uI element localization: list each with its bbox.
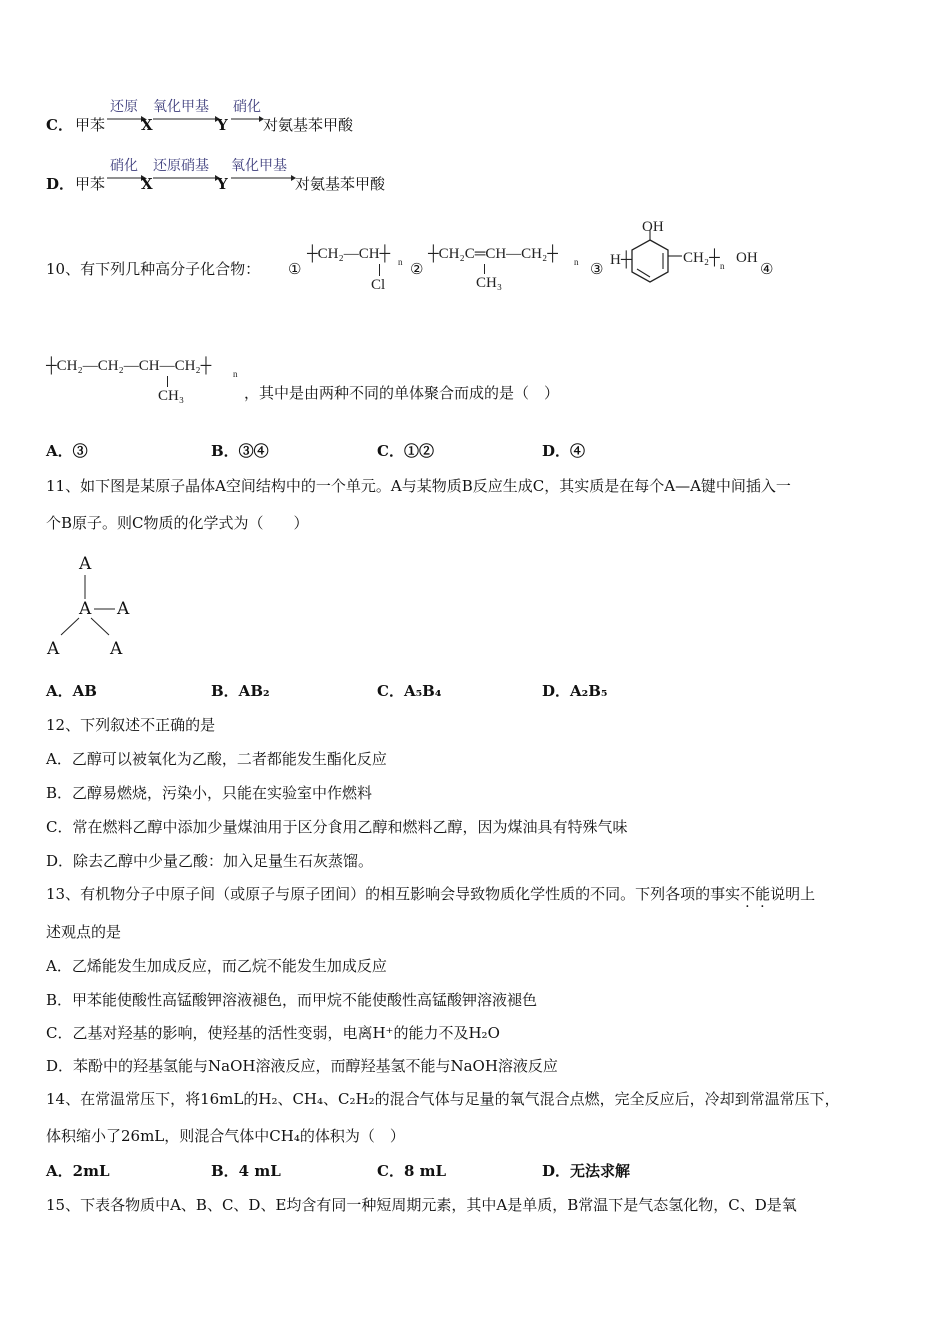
question-stem: [46, 884, 815, 904]
polymer-2: ┼CH₂C═CH—CH₂┼: [428, 246, 558, 262]
polymer-3-h: H┼: [610, 252, 632, 268]
reaction-arrows: [105, 171, 305, 185]
polymer-4-n: n: [233, 369, 238, 379]
option-a: A．乙醇可以被氧化为乙酸，二者都能发生酯化反应: [46, 750, 387, 768]
atom-a: A: [79, 599, 92, 619]
option-c: C．乙基对羟基的影响，使羟基的活性变弱，电离H⁺的能力不及H₂O: [46, 1024, 500, 1042]
intermediate-y: Y: [217, 175, 228, 193]
option-label: D．: [46, 175, 75, 193]
polymer-1-n: n: [398, 257, 403, 267]
question-stem: 个B原子。则C物质的化学式为（ ）: [46, 514, 309, 532]
option-b: B．乙醇易燃烧，污染小，只能在实验室中作燃料: [46, 784, 373, 802]
question-stem: 15、下表各物质中A、B、C、D、E均含有同一种短周期元素，其中A是单质，B常温下是气态氢化物，C、D是氧: [46, 1196, 797, 1214]
option-d: D．④: [542, 442, 586, 460]
step-label: 还原: [110, 99, 138, 115]
product: 对氨基苯甲酸: [263, 116, 354, 134]
polymer-3-end: OH: [736, 250, 758, 266]
step-label: 硝化: [233, 99, 261, 115]
step-label: 硝化: [110, 158, 138, 174]
polymer-2-n: n: [574, 257, 579, 267]
option-a: A．2mL: [46, 1162, 110, 1180]
question-stem: 14、在常温常压下，将16mL的H₂、CH₄、C₂H₂的混合气体与足量的氧气混合点燃，完全反应后，冷却到常温常压下，: [46, 1090, 840, 1108]
product: 对氨基苯甲酸: [295, 175, 386, 193]
option-c: C．常在燃料乙醇中添加少量煤油用于区分食用乙醇和燃料乙醇，因为煤油具有特殊气味: [46, 818, 628, 836]
polymer-3-n: n: [720, 261, 725, 271]
polymer-3-ch2: CH₂┼: [683, 250, 720, 266]
atom-a: A: [79, 554, 92, 574]
option-b: B．甲苯能使酸性高锰酸钾溶液褪色，而甲烷不能使酸性高锰酸钾溶液褪色: [46, 991, 538, 1009]
option-c: C．8 mL: [377, 1162, 447, 1180]
option-b: B．AB₂: [211, 682, 270, 700]
stem-post: 说明上: [770, 885, 816, 903]
step-label: 氧化甲基: [153, 99, 209, 115]
question-tail: ，其中是由两种不同的单体聚合而成的是（ ）: [244, 384, 560, 402]
polymer-4: ┼CH₂—CH₂—CH—CH₂┼: [46, 358, 212, 374]
reactant: 甲苯: [75, 116, 106, 134]
question-stem: 10、有下列几种高分子化合物：: [46, 260, 261, 278]
polymer-4-substituent: CH₃: [158, 388, 185, 404]
option-d: D．无法求解: [542, 1162, 631, 1180]
label-1: ①: [288, 260, 302, 278]
label-2: ②: [410, 260, 424, 278]
label-4: ④: [760, 260, 774, 278]
reactant: 甲苯: [75, 175, 106, 193]
option-a: A．③: [46, 442, 88, 460]
stem-pre: 13、有机物分子中原子间（或原子与原子团间）的相互影响会导致物质化学性质的不同。下列各项的事实: [46, 885, 741, 903]
atom-a: A: [110, 639, 123, 659]
option-a: A．AB: [46, 682, 97, 700]
question-stem: 11、如下图是某原子晶体A空间结构中的一个单元。A与某物质B反应生成C，其实质是在每个A—A键中间插入一: [46, 477, 791, 495]
emphasis: 不: [740, 885, 756, 903]
option-label: C．: [46, 116, 73, 134]
option-d: D．A₂B₅: [542, 682, 608, 700]
question-stem: 体积缩小了26mL，则混合气体中CH₄的体积为（ ）: [46, 1127, 405, 1145]
option-d: D．除去乙醇中少量乙酸：加入足量生石灰蒸馏。: [46, 852, 374, 870]
step-label: 氧化甲基: [231, 158, 287, 174]
label-3: ③: [590, 260, 604, 278]
polymer-1-substituent: Cl: [371, 277, 386, 293]
atom-a: A: [47, 639, 60, 659]
intermediate-y: Y: [217, 116, 228, 134]
polymer-3-hydroxyl: OH: [642, 219, 664, 235]
intermediate-x: X: [141, 175, 153, 193]
polymer-2-substituent: CH₃: [476, 275, 503, 291]
option-d: D．苯酚中的羟基氢能与NaOH溶液反应，而醇羟基氢不能与NaOH溶液反应: [46, 1057, 558, 1075]
option-b: B．4 mL: [211, 1162, 281, 1180]
option-c: C．A₅B₄: [377, 682, 442, 700]
question-stem: 述观点的是: [46, 923, 122, 941]
polymer-1: ┼CH₂—CH┼: [307, 246, 391, 262]
question-stem: 12、下列叙述不正确的是: [46, 716, 216, 734]
emphasis: 能: [755, 885, 771, 903]
step-label: 还原硝基: [153, 158, 209, 174]
intermediate-x: X: [141, 116, 153, 134]
atom-a: A: [117, 599, 130, 619]
option-c: C．①②: [377, 442, 434, 460]
option-a: A．乙烯能发生加成反应，而乙烷不能发生加成反应: [46, 957, 387, 975]
option-b: B．③④: [211, 442, 269, 460]
